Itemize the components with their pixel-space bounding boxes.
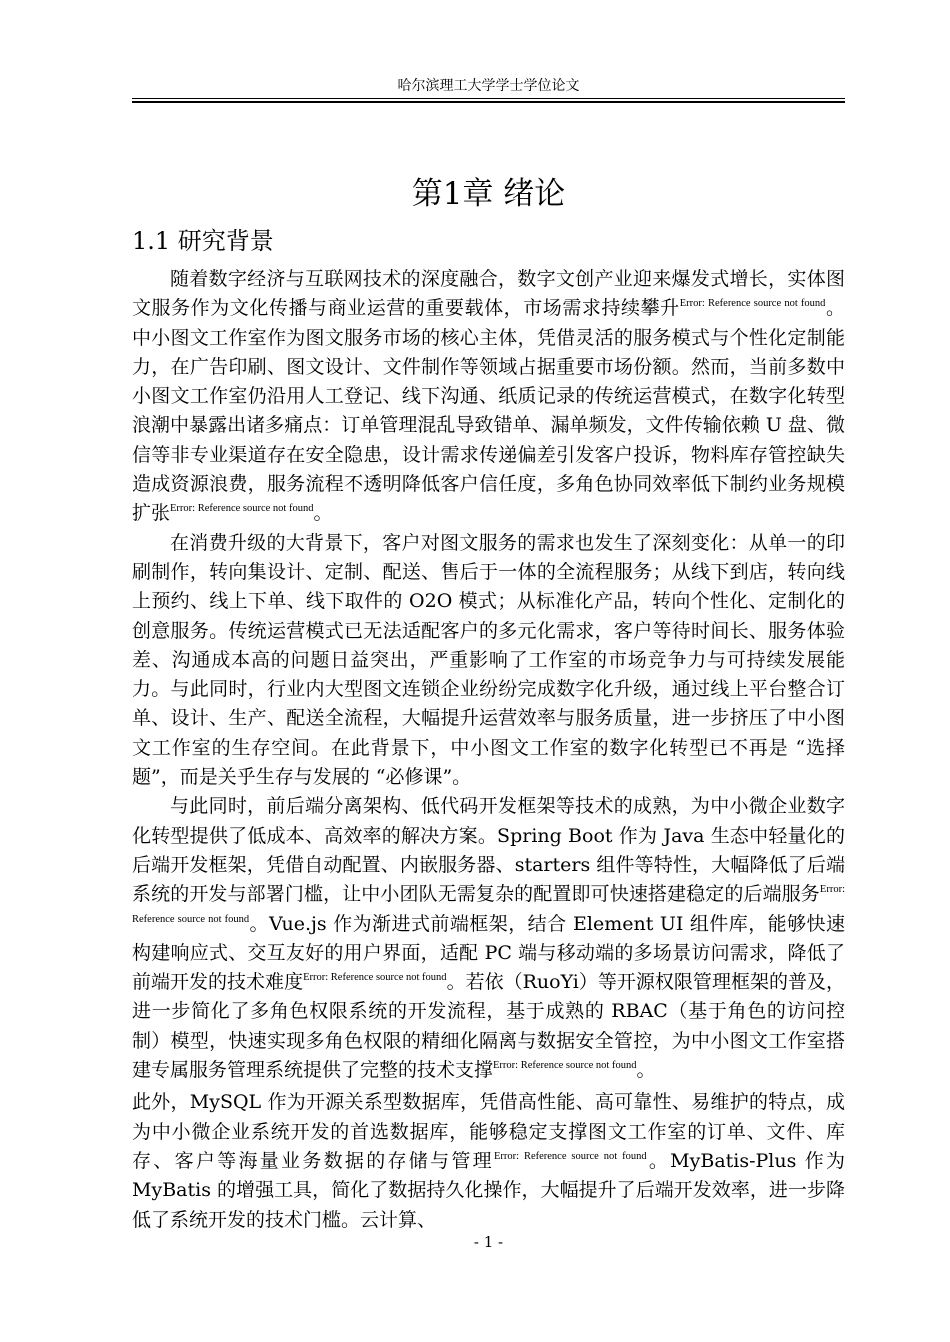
paragraph-text: 。Vue.js 作为渐进式前端框架，结合 Element UI 组件库，能够快速构建响应式、交互友好的用户界面，适配 PC 端与移动端的多场景访问需求，降低了前端开发的技术难度 — [132, 912, 845, 994]
reference-marker: Error: Reference source not found — [303, 972, 447, 984]
paragraph-text: 。 — [636, 1059, 656, 1082]
body-text — [132, 265, 845, 1235]
paragraph-text: 与此同时，前后端分离架构、低代码开发框架等技术的成熟，为中小微企业数字化转型提供了低成本、高效率的解决方案。Spring Boot 作为 Java 生态中轻量化的后端开发框架，凭借自动配置、内嵌服务器、starters 组件等特性，大幅降低了后端系统的开发与部署门槛，让中小团队无需复杂的配置即可快速搭建稳定的后端服务 — [132, 795, 845, 906]
paragraph-text: 。中小图文工作室作为图文服务市场的核心主体，凭借灵活的服务模式与个性化定制能力，在广告印刷、图文设计、文件制作等领域占据重要市场份额。然而，当前多数中小图文工作室仍沿用人工登记、线下沟通、纸质记录的传统运营模式，在数字化转型浪潮中暴露出诸多痛点：订单管理混乱导致错单、漏单频发，文件传输依赖 U 盘、微信等非专业渠道存在安全隐患，设计需求传递偏差引发客户投诉，物料库存管控缺失造成资源浪费，服务流程不透明降低客户信任度，多角色协同效率低下制约业务规模扩张 — [132, 297, 845, 525]
paragraph-text: 。若依（RuoYi）等开源权限管理框架的普及，进一步简化了多角色权限系统的开发流程，基于成熟的 RBAC（基于角色的访问控制）模型，快速实现多角色权限的精细化隔离与数据安全管控，为中小图文工作室搭建专属服务管理系统提供了完整的技术支撑 — [132, 971, 845, 1082]
reference-marker: Error: Reference source not found — [170, 503, 314, 515]
header-rule-thick — [132, 101, 845, 103]
chapter-title: 第1章 绪论 — [411, 175, 566, 212]
body-paragraph — [132, 265, 845, 529]
paragraph-text: 随着数字经济与互联网技术的深度融合，数字文创产业迎来爆发式增长，实体图文服务作为文化传播与商业运营的重要载体，市场需求持续攀升 — [132, 268, 845, 320]
body-paragraph — [132, 1088, 845, 1234]
reference-marker: Error: Reference source not found — [132, 884, 845, 925]
reference-marker: Error: Reference source not found — [493, 1150, 647, 1162]
running-header: 哈尔滨理工大学学士学位论文 — [397, 78, 580, 94]
reference-marker: Error: Reference source not found — [679, 298, 826, 310]
paragraph-text: 在消费升级的大背景下，客户对图文服务的需求也发生了深刻变化：从单一的印刷制作，转向集设计、定制、配送、售后于一体的全流程服务；从线下到店，转向线上预约、线上下单、线下取件的 O2O 模式；从标准化产品，转向个性化、定制化的创意服务。传统运营模式已无法适配客户的多元化需求，客户等待时间长、服务体验差、沟通成本高的问题日益突出，严重影响了工作室的市场竞争力与可持续发展能力。与此同时，行业内大型图文连锁企业纷纷完成数字化升级，通过线上平台整合订单、设计、生产、配送全流程，大幅提升运营效率与服务质量，进一步挤压了中小图文工作室的生存空间。在此背景下，中小图文工作室的数字化转型已不再是 “选择题”，而是关乎生存与发展的 “必修课”。 — [132, 531, 845, 789]
paragraph-text: 。 — [313, 502, 333, 525]
page-number: - 1 - — [473, 1233, 504, 1251]
section-title: 1.1 研究背景 — [132, 226, 274, 255]
reference-marker: Error: Reference source not found — [493, 1060, 637, 1072]
header-rule-thin — [132, 98, 845, 99]
paragraph-text: 此外，MySQL 作为开源关系型数据库，凭借高性能、高可靠性、易维护的特点，成为中小微企业系统开发的首选数据库，能够稳定支撑图文工作室的订单、文件、库存、客户等海量业务数据的存储与管理 — [132, 1091, 845, 1172]
body-paragraph — [132, 792, 845, 1085]
paragraph-text: 。MyBatis-Plus 作为 MyBatis 的增强工具，简化了数据持久化操作，大幅提升了后端开发效率，进一步降低了系统开发的技术门槛。云计算、 — [132, 1149, 845, 1231]
body-paragraph — [132, 529, 845, 793]
